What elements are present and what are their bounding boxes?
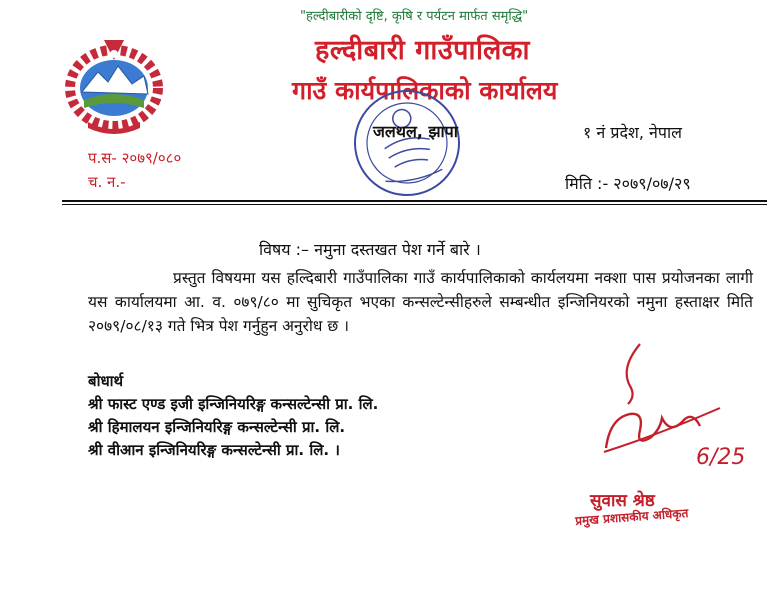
cc-item: श्री हिमालयन इन्जिनियरिङ्ग कन्सल्टेन्सी प्रा. लि. xyxy=(88,418,346,436)
municipality-title: हल्दीबारी गाउँपालिका xyxy=(315,35,530,66)
nepal-emblem-icon xyxy=(58,30,170,140)
province-label: १ नं प्रदेश, नेपाल xyxy=(583,123,682,142)
office-location: जलथल, झापा xyxy=(373,122,458,141)
body-paragraph: प्रस्तुत विषयमा यस हल्दिबारी गाउँपालिका गाउँ कार्यपालिकाको कार्यलयमा नक्शा पास प्रयोजनका लागी यस कार्यालयमा आ. व. ०७९/८० मा सुचिकृत भएका कन्सल्टेन्सीहरुले सम्बन्धीत इन्जिनियरको नमुना हस्ताक्षर मिति २०७९/०८/१३ गते भित्र पेश गर्नुहुन अनुरोध छ । xyxy=(88,269,753,335)
handwritten-signature-icon xyxy=(600,338,750,473)
reference-number: प.स- २०७९/०८० xyxy=(88,149,182,167)
letter-date: मिति :- २०७९/०७/२९ xyxy=(565,174,691,193)
slogan: "हल्दीबारीको दृष्टि, कृषि र पर्यटन मार्फत समृद्धि" xyxy=(300,9,529,24)
cc-item: श्री वीआन इन्जिनियरिङ्ग कन्सल्टेन्सी प्रा. लि. । xyxy=(88,441,340,459)
header-divider-thin xyxy=(62,204,767,205)
header-divider xyxy=(62,200,767,202)
dispatch-number: च. न.- xyxy=(88,173,126,191)
office-title: गाउँ कार्यपालिकाको कार्यालय xyxy=(292,76,558,105)
svg-text:6/25: 6/25 xyxy=(696,445,746,470)
office-stamp-icon xyxy=(348,84,466,202)
cc-heading: बोधार्थ xyxy=(88,372,124,390)
cc-section xyxy=(88,370,378,462)
cc-item: श्री फास्ट एण्ड इजी इन्जिनियरिङ्ग कन्सल्टेन्सी प्रा. लि. xyxy=(88,395,379,413)
signatory-post: प्रमुख प्रशासकीय अधिकृत xyxy=(574,506,689,528)
letter-subject: विषय :– नमुना दस्तखत पेश गर्ने बारे । xyxy=(259,240,481,259)
letter-body xyxy=(88,266,753,338)
signatory-name: सुवास श्रेष्ठ xyxy=(590,491,655,511)
